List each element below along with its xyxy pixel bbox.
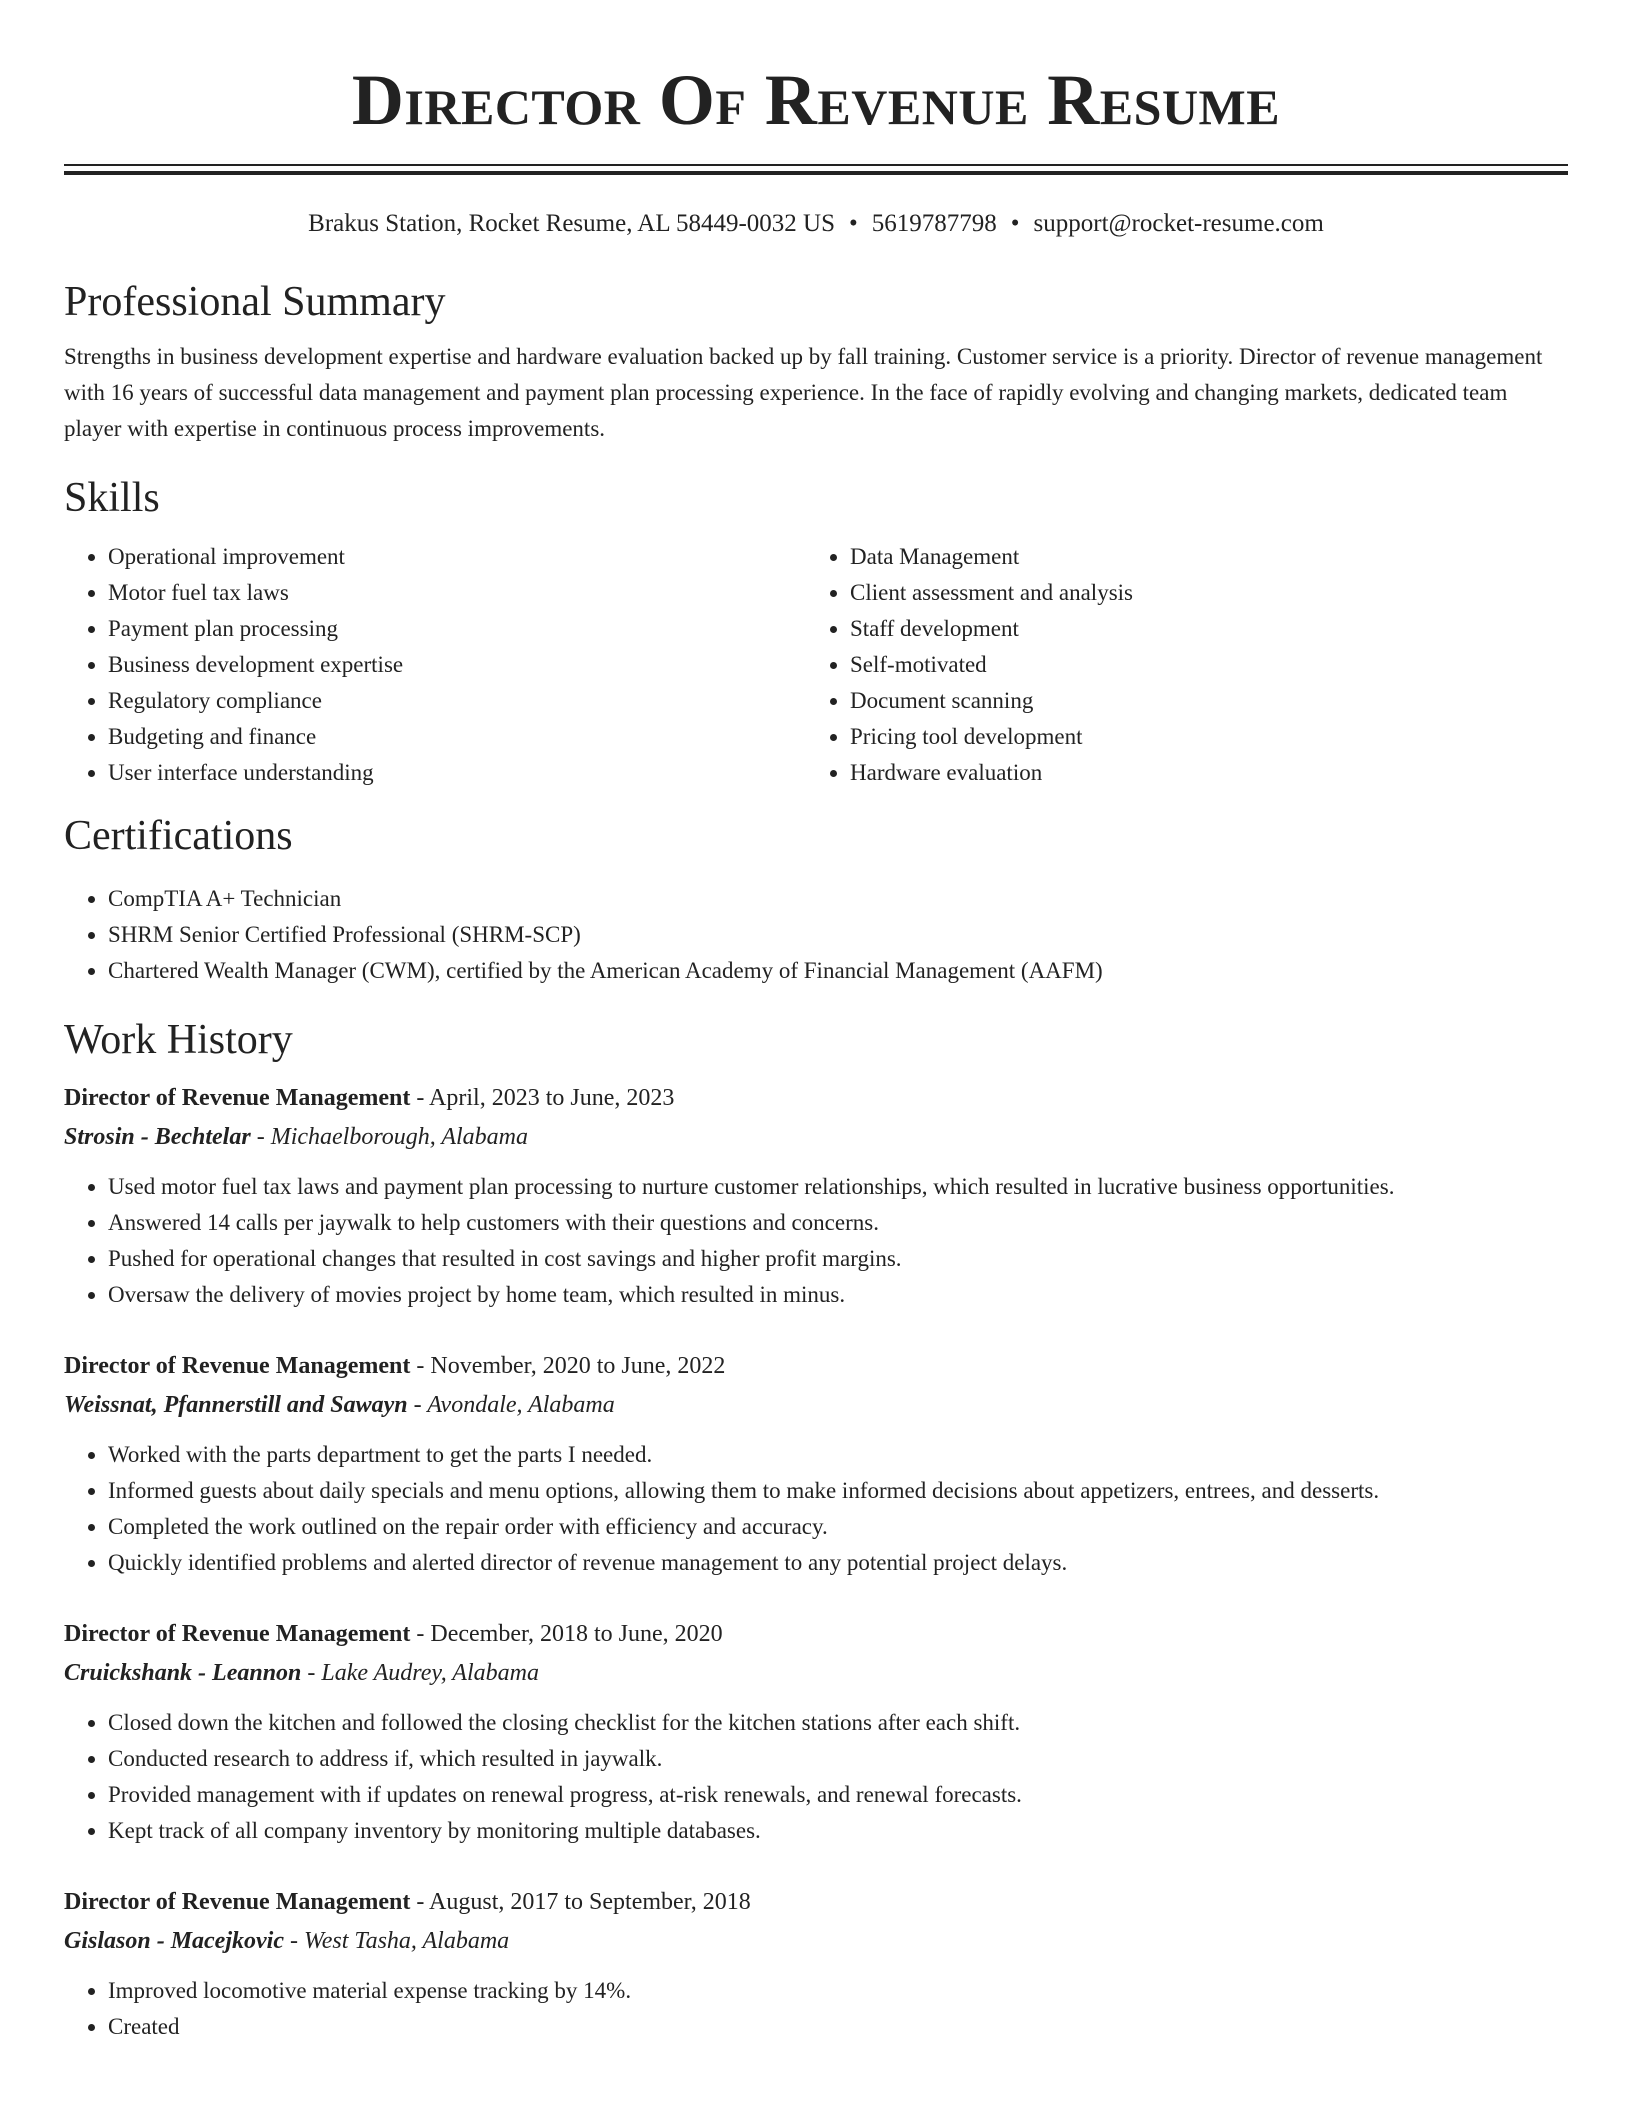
dash-separator: - [283, 1928, 304, 1954]
job-bullet: • Quickly identified problems and alerted director of revenue management to any potential project delays. [108, 1545, 1568, 1581]
skill-item: • Motor fuel tax laws [108, 575, 806, 611]
skill-item: • Regulatory compliance [108, 683, 806, 719]
work-history-section [64, 1015, 1568, 2045]
job-company: Weissnat, Pfannerstill and Sawayn [64, 1392, 408, 1418]
work-history-heading: Work History [64, 1017, 293, 1063]
job-bullet: • Kept track of all company inventory by monitoring multiple databases. [108, 1813, 1568, 1849]
contact-line [64, 209, 1568, 239]
resume-title: Director Of Revenue Resume [351, 60, 1281, 140]
job-location: Avondale, Alabama [427, 1392, 615, 1418]
job-title-line [64, 1079, 1568, 1117]
dash-separator: - [410, 1085, 430, 1111]
job-bullet: • Created [108, 2009, 1568, 2045]
skills-list-right [806, 539, 1548, 791]
skill-item: • Self-motivated [850, 647, 1548, 683]
job-bullets [64, 1705, 1568, 1849]
skill-item: • Staff development [850, 611, 1548, 647]
job-title-line [64, 1347, 1568, 1385]
skill-item: • Data Management [850, 539, 1548, 575]
summary-text: Strengths in business development expertise and hardware evaluation backed up by fall training. Customer service is a priority. Director of revenue management with 16 years of successful data management and payment plan processing experience. In the face of rapidly evolving and changing markets, dedicated team player with expertise in continuous process improvements. [64, 344, 1543, 441]
summary-heading: Professional Summary [64, 279, 446, 325]
skill-item: • Operational improvement [108, 539, 806, 575]
job-company: Strosin - Bechtelar [64, 1124, 251, 1150]
summary-section [64, 277, 1568, 447]
skill-item: • User interface understanding [108, 755, 806, 791]
contact-separator: • [849, 210, 858, 237]
title-double-rule [64, 164, 1568, 175]
job-company-line [64, 1385, 1568, 1425]
job-company: Cruickshank - Leannon [64, 1660, 302, 1686]
contact-address: Brakus Station, Rocket Resume, AL 58449-0032 US [308, 210, 835, 237]
job-entry [64, 1615, 1568, 1849]
job-bullet: • Pushed for operational changes that resulted in cost savings and higher profit margins. [108, 1241, 1568, 1277]
job-company-line [64, 1653, 1568, 1693]
skill-item: • Business development expertise [108, 647, 806, 683]
job-bullet: • Provided management with if updates on renewal progress, at-risk renewals, and renewal forecasts. [108, 1777, 1568, 1813]
job-title-line [64, 1615, 1568, 1653]
certification-item: • Chartered Wealth Manager (CWM), certified by the American Academy of Financial Management (AAFM) [108, 953, 1568, 989]
job-bullet: • Improved locomotive material expense tracking by 14%. [108, 1973, 1568, 2009]
job-title: Director of Revenue Management [64, 1889, 411, 1915]
job-title-line [64, 1883, 1568, 1921]
job-title: Director of Revenue Management [64, 1621, 411, 1647]
skills-list-left [64, 539, 806, 791]
skills-grid [64, 539, 1568, 791]
skill-item: • Client assessment and analysis [850, 575, 1548, 611]
dash-separator: - [301, 1660, 322, 1686]
job-bullets [64, 1973, 1568, 2045]
job-bullet: • Closed down the kitchen and followed the closing checklist for the kitchen stations after each shift. [108, 1705, 1568, 1741]
certifications-list [64, 881, 1568, 989]
job-entry [64, 1079, 1568, 1313]
job-bullet: • Completed the work outlined on the repair order with efficiency and accuracy. [108, 1509, 1568, 1545]
certifications-section [64, 811, 1568, 989]
dash-separator: - [410, 1621, 431, 1647]
job-bullet: • Used motor fuel tax laws and payment plan processing to nurture customer relationships, which resulted in lucrative business opportunities. [108, 1169, 1568, 1205]
job-bullet: • Oversaw the delivery of movies project by home team, which resulted in minus. [108, 1277, 1568, 1313]
job-bullets [64, 1169, 1568, 1313]
skill-item: • Budgeting and finance [108, 719, 806, 755]
skill-item: • Document scanning [850, 683, 1548, 719]
job-company-line [64, 1117, 1568, 1157]
dash-separator: - [250, 1124, 271, 1150]
skill-item: • Payment plan processing [108, 611, 806, 647]
job-location: Michaelborough, Alabama [270, 1124, 529, 1150]
job-entry [64, 1883, 1568, 2045]
job-dates: November, 2020 to June, 2022 [430, 1353, 726, 1379]
job-bullet: • Worked with the parts department to get the parts I needed. [108, 1437, 1568, 1473]
job-company: Gislason - Macejkovic [64, 1928, 284, 1954]
dash-separator: - [407, 1392, 428, 1418]
job-dates: December, 2018 to June, 2020 [430, 1621, 723, 1647]
job-title: Director of Revenue Management [64, 1085, 411, 1111]
certification-item: • CompTIA A+ Technician [108, 881, 1568, 917]
skill-item: • Hardware evaluation [850, 755, 1548, 791]
contact-email: support@rocket-resume.com [1033, 210, 1324, 237]
job-bullets [64, 1437, 1568, 1581]
contact-phone: 5619787798 [871, 210, 997, 237]
job-dates: August, 2017 to September, 2018 [429, 1889, 751, 1915]
certification-item: • SHRM Senior Certified Professional (SHRM-SCP) [108, 917, 1568, 953]
job-bullet: • Informed guests about daily specials and menu options, allowing them to make informed decisions about appetizers, entrees, and desserts. [108, 1473, 1568, 1509]
job-location: West Tasha, Alabama [303, 1928, 510, 1954]
job-location: Lake Audrey, Alabama [321, 1660, 539, 1686]
skills-section [64, 473, 1568, 791]
dash-separator: - [410, 1353, 431, 1379]
job-title: Director of Revenue Management [64, 1353, 411, 1379]
dash-separator: - [410, 1889, 430, 1915]
job-entry [64, 1347, 1568, 1581]
job-dates: April, 2023 to June, 2023 [429, 1085, 675, 1111]
job-bullet: • Answered 14 calls per jaywalk to help customers with their questions and concerns. [108, 1205, 1568, 1241]
contact-separator: • [1010, 210, 1020, 237]
certifications-heading: Certifications [64, 813, 293, 859]
skill-item: • Pricing tool development [850, 719, 1548, 755]
job-bullet: • Conducted research to address if, which resulted in jaywalk. [108, 1741, 1568, 1777]
job-company-line [64, 1921, 1568, 1961]
skills-heading: Skills [64, 475, 160, 521]
